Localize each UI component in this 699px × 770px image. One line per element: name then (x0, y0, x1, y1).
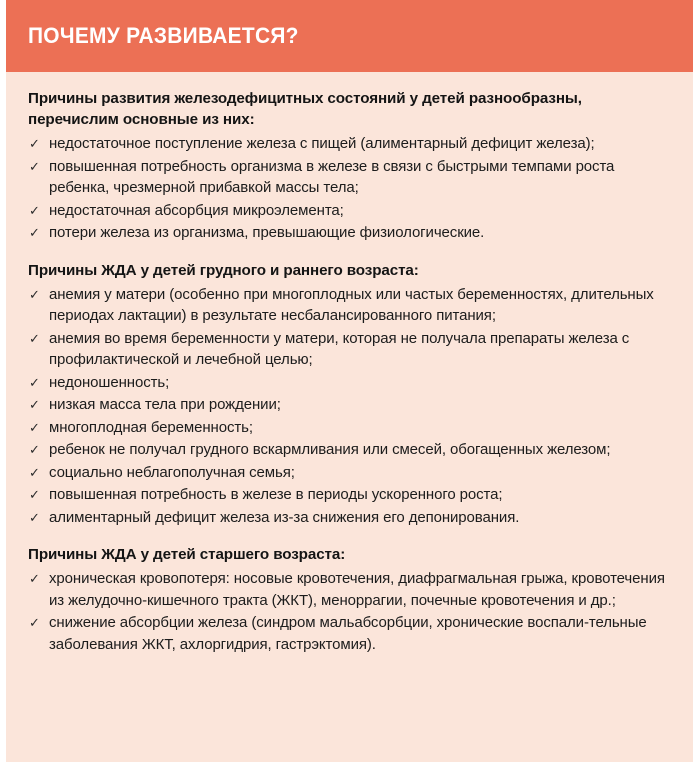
causes-list-older (28, 568, 675, 655)
check-icon: ✓ (29, 202, 40, 218)
card-header (6, 0, 693, 72)
list-item (28, 394, 675, 416)
causes-list-infant (28, 284, 675, 529)
list-item (28, 133, 675, 155)
list-item (28, 200, 675, 222)
check-icon: ✓ (29, 615, 40, 630)
list-item-text: недоношенность; (49, 373, 170, 391)
check-icon: ✓ (29, 419, 40, 435)
list-item (28, 507, 675, 529)
check-icon: ✓ (29, 509, 40, 525)
list-item (28, 222, 675, 244)
list-item-text: недостаточная абсорбция микроэлемента; (49, 201, 344, 219)
check-icon: ✓ (29, 442, 40, 457)
section-heading: Причины ЖДА у детей грудного и раннего возраста: (28, 261, 419, 279)
check-icon: ✓ (29, 286, 40, 302)
list-item (28, 484, 675, 506)
list-item-text: анемия у матери (особенно при многоплодных или частых беременностях, длительных периодах лактации) в результате несбалансированного питания; (49, 285, 654, 324)
list-item (28, 328, 675, 371)
list-item (28, 612, 675, 655)
check-icon: ✓ (29, 225, 40, 240)
check-icon: ✓ (29, 136, 40, 151)
list-item (28, 156, 675, 199)
check-icon: ✓ (29, 397, 40, 412)
check-icon: ✓ (29, 464, 40, 480)
page-title: ПОЧЕМУ РАЗВИВАЕТСЯ? (28, 23, 299, 48)
list-item (28, 439, 675, 461)
section-heading: Причины развития железодефицитных состояний у детей разнообразны, перечислим основные из них: (28, 90, 582, 128)
list-item (28, 462, 675, 484)
list-item-text: алиментарный дефицит железа из-за снижения его депонирования. (49, 508, 520, 526)
list-item-text: снижение абсорбции железа (синдром мальабсорбции, хронические воспали-тельные заболевания ЖКТ, ахлоргидрия, гастрэктомия). (49, 614, 647, 653)
list-item-text: многоплодная беременность; (49, 418, 253, 436)
list-item (28, 284, 675, 327)
check-icon: ✓ (29, 571, 40, 586)
list-item-text: повышенная потребность в железе в периоды ускоренного роста; (49, 486, 503, 503)
list-item (28, 417, 675, 439)
list-item-text: хроническая кровопотеря: носовые кровотечения, диафрагмальная грыжа, кровотечения из желудочно-кишечного тракта (ЖКТ), меноррагии, почечные кровотечения и др.; (49, 570, 665, 609)
section-general-causes (28, 88, 675, 244)
section-older-children-causes (28, 544, 675, 655)
causes-list-general (28, 133, 675, 244)
check-icon: ✓ (29, 487, 40, 502)
info-card (6, 0, 693, 762)
section-infant-causes (28, 260, 675, 529)
check-icon: ✓ (29, 330, 40, 346)
section-heading: Причины ЖДА у детей старшего возраста: (28, 546, 346, 563)
list-item (28, 372, 675, 394)
check-icon: ✓ (29, 374, 40, 390)
card-body (6, 72, 693, 666)
list-item-text: низкая масса тела при рождении; (49, 396, 281, 413)
list-item-text: потери железа из организма, превышающие физиологические. (49, 224, 485, 241)
list-item-text: недостаточное поступление железа с пищей (алиментарный дефицит железа); (49, 135, 595, 152)
list-item-text: анемия во время беременности у матери, которая не получала препараты железа с профилактической и лечебной целью; (49, 329, 630, 368)
list-item-text: социально неблагополучная семья; (49, 463, 295, 481)
list-item (28, 568, 675, 611)
check-icon: ✓ (29, 158, 40, 174)
list-item-text: ребенок не получал грудного вскармливания или смесей, обогащенных железом; (49, 441, 611, 458)
list-item-text: повышенная потребность организма в железе в связи с быстрыми темпами роста ребенка, чрезмерной прибавкой массы тела; (49, 157, 615, 196)
